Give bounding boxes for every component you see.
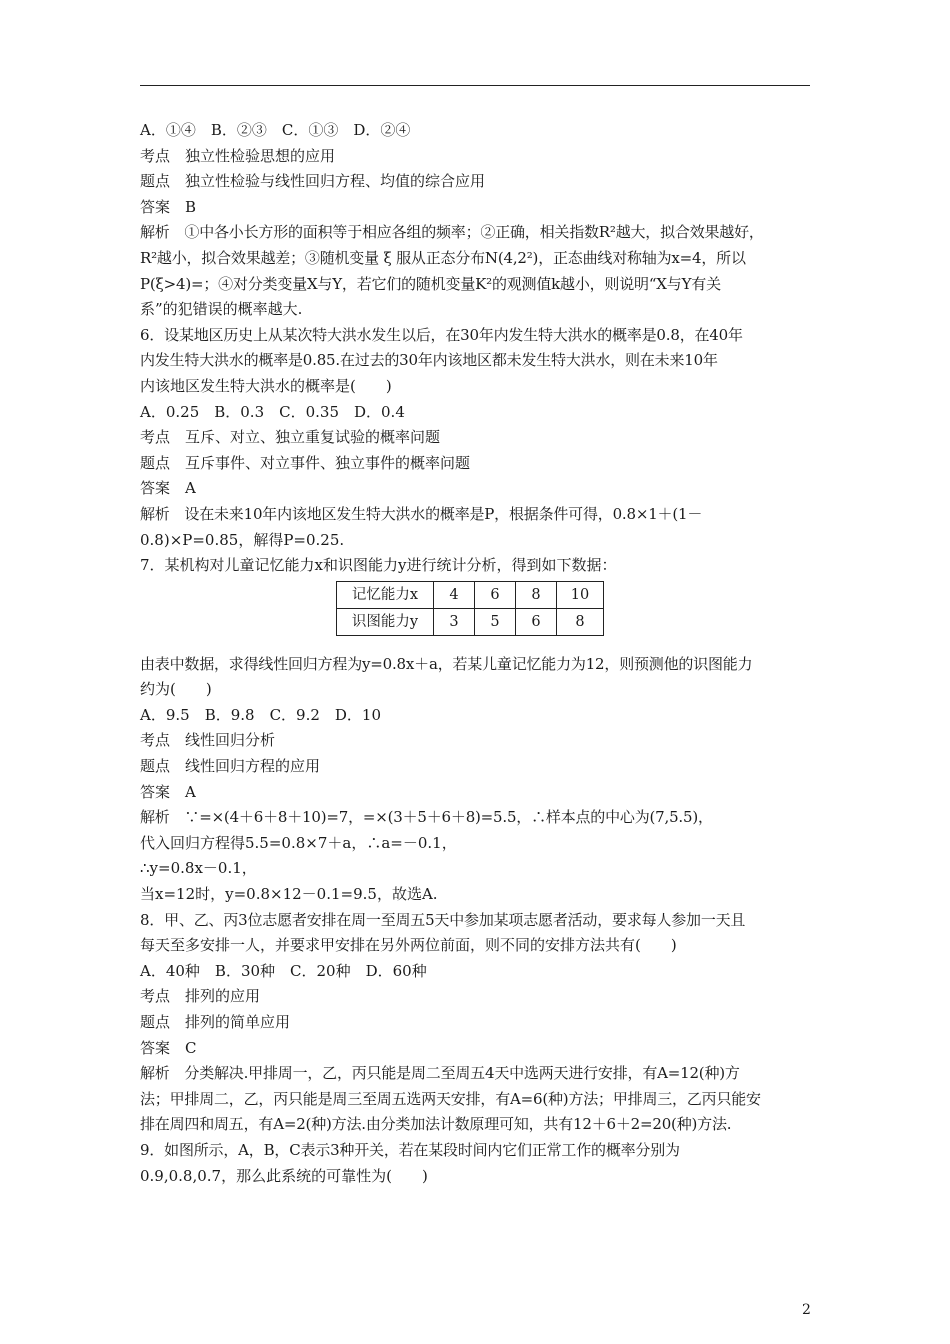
text-line: 考点 互斥、对立、独立重复试验的概率问题 [140, 428, 441, 447]
text-line: A．0.25 B．0.3 C．0.35 D．0.4 [140, 402, 405, 421]
text-line: 答案 B [140, 197, 197, 216]
page-number: 2 [802, 1302, 811, 1318]
text-line: 题点 互斥事件、对立事件、独立事件的概率问题 [140, 453, 471, 472]
text-line: P(ξ>4)=；④对分类变量X与Y，若它们的随机变量K²的观测值k越小，则说明“X与Y有关 [140, 274, 721, 293]
text-line: 解析 分类解决.甲排周一，乙，丙只能是周二至周五4天中选两天进行安排，有A=12(种)方 [140, 1064, 740, 1083]
text-line: 答案 C [140, 1038, 197, 1057]
table-header-cell: 识图能力y [337, 608, 434, 635]
table-cell: 6 [475, 581, 516, 608]
text-line: 考点 线性回归分析 [140, 731, 276, 750]
text-line: 约为( ) [140, 680, 212, 699]
text-line: 内发生特大洪水的概率是0.85.在过去的30年内该地区都未发生特大洪水，则在未来10年 [140, 351, 718, 370]
table-cell: 6 [516, 608, 557, 635]
table-cell: 4 [434, 581, 475, 608]
table-header-cell: 记忆能力x [337, 581, 434, 608]
text-line: A．40种 B．30种 C．20种 D．60种 [140, 961, 427, 980]
text-line: 题点 排列的简单应用 [140, 1013, 291, 1031]
text-line: 内该地区发生特大洪水的概率是( ) [140, 376, 392, 395]
table-cell: 8 [516, 581, 557, 608]
table-cell: 5 [475, 608, 516, 635]
text-line: 法；甲排周二，乙，丙只能是周三至周五选两天安排，有A=6(种)方法；甲排周三，乙丙只能安 [140, 1089, 761, 1108]
text-line: R²越小，拟合效果越差；③随机变量 ξ 服从正态分布N(4,2²)，正态曲线对称轴为x=4，所以 [140, 248, 746, 267]
text-line: 考点 独立性检验思想的应用 [140, 146, 336, 165]
text-line: A．①④ B．②③ C．①③ D．②④ [140, 121, 411, 139]
text-line: ∴y=0.8x－0.1， [140, 859, 257, 878]
text-line: 解析 设在未来10年内该地区发生特大洪水的概率是P，根据条件可得，0.8×1＋(1－ [140, 504, 703, 523]
data-table [336, 581, 604, 636]
question-9-stem: 9．如图所示，A，B，C表示3种开关，若在某段时间内它们正常工作的概率分别为 [140, 1140, 680, 1159]
question-6-stem: 6．设某地区历史上从某次特大洪水发生以后，在30年内发生特大洪水的概率是0.8，在40年 [140, 325, 743, 344]
page-content [140, 118, 812, 1189]
question-7-stem: 7．某机构对儿童记忆能力x和识图能力y进行统计分析，得到如下数据： [140, 556, 617, 575]
text-line: 排在周四和周五，有A=2(种)方法.由分类加法计数原理可知，共有12＋6＋2=20(种)方法. [140, 1115, 732, 1134]
question-8-stem: 8．甲、乙、丙3位志愿者安排在周一至周五5天中参加某项志愿者活动，要求每人参加一天且 [140, 910, 746, 929]
text-line: 题点 独立性检验与线性回归方程、均值的综合应用 [140, 172, 486, 191]
text-line: 0.9,0.8,0.7，那么此系统的可靠性为( ) [140, 1166, 428, 1185]
text-line: 每天至多安排一人，并要求甲安排在另外两位前面，则不同的安排方法共有( ) [140, 936, 677, 955]
text-line: 代入回归方程得5.5=0.8×7＋a，∴a=－0.1， [140, 833, 457, 852]
text-line: 解析 ①中各小长方形的面积等于相应各组的频率；②正确，相关指数R²越大，拟合效果越好， [140, 223, 764, 242]
text-line: 答案 A [140, 479, 196, 498]
table-cell: 3 [434, 608, 475, 635]
text-line: 当x=12时，y=0.8×12－0.1=9.5，故选A. [140, 885, 438, 904]
text-line: 解析 ∵=×(4＋6＋8＋10)=7，=×(3＋5＋6＋8)=5.5，∴样本点的中心为(7,5.5)， [140, 808, 713, 827]
text-line: 系”的犯错误的概率越大. [140, 300, 303, 319]
table-cell: 10 [557, 581, 604, 608]
table-row [337, 608, 604, 635]
text-line: A．9.5 B．9.8 C．9.2 D．10 [140, 705, 382, 724]
header-rule [140, 85, 810, 86]
text-line: 由表中数据，求得线性回归方程为y=0.8x＋a，若某儿童记忆能力为12，则预测他的识图能力 [140, 654, 753, 673]
text-line: 题点 线性回归方程的应用 [140, 757, 321, 776]
table-row [337, 581, 604, 608]
text-line: 0.8)×P=0.85，解得P=0.25. [140, 530, 345, 549]
table-cell: 8 [557, 608, 604, 635]
text-line: 答案 A [140, 782, 196, 801]
text-line: 考点 排列的应用 [140, 987, 261, 1006]
